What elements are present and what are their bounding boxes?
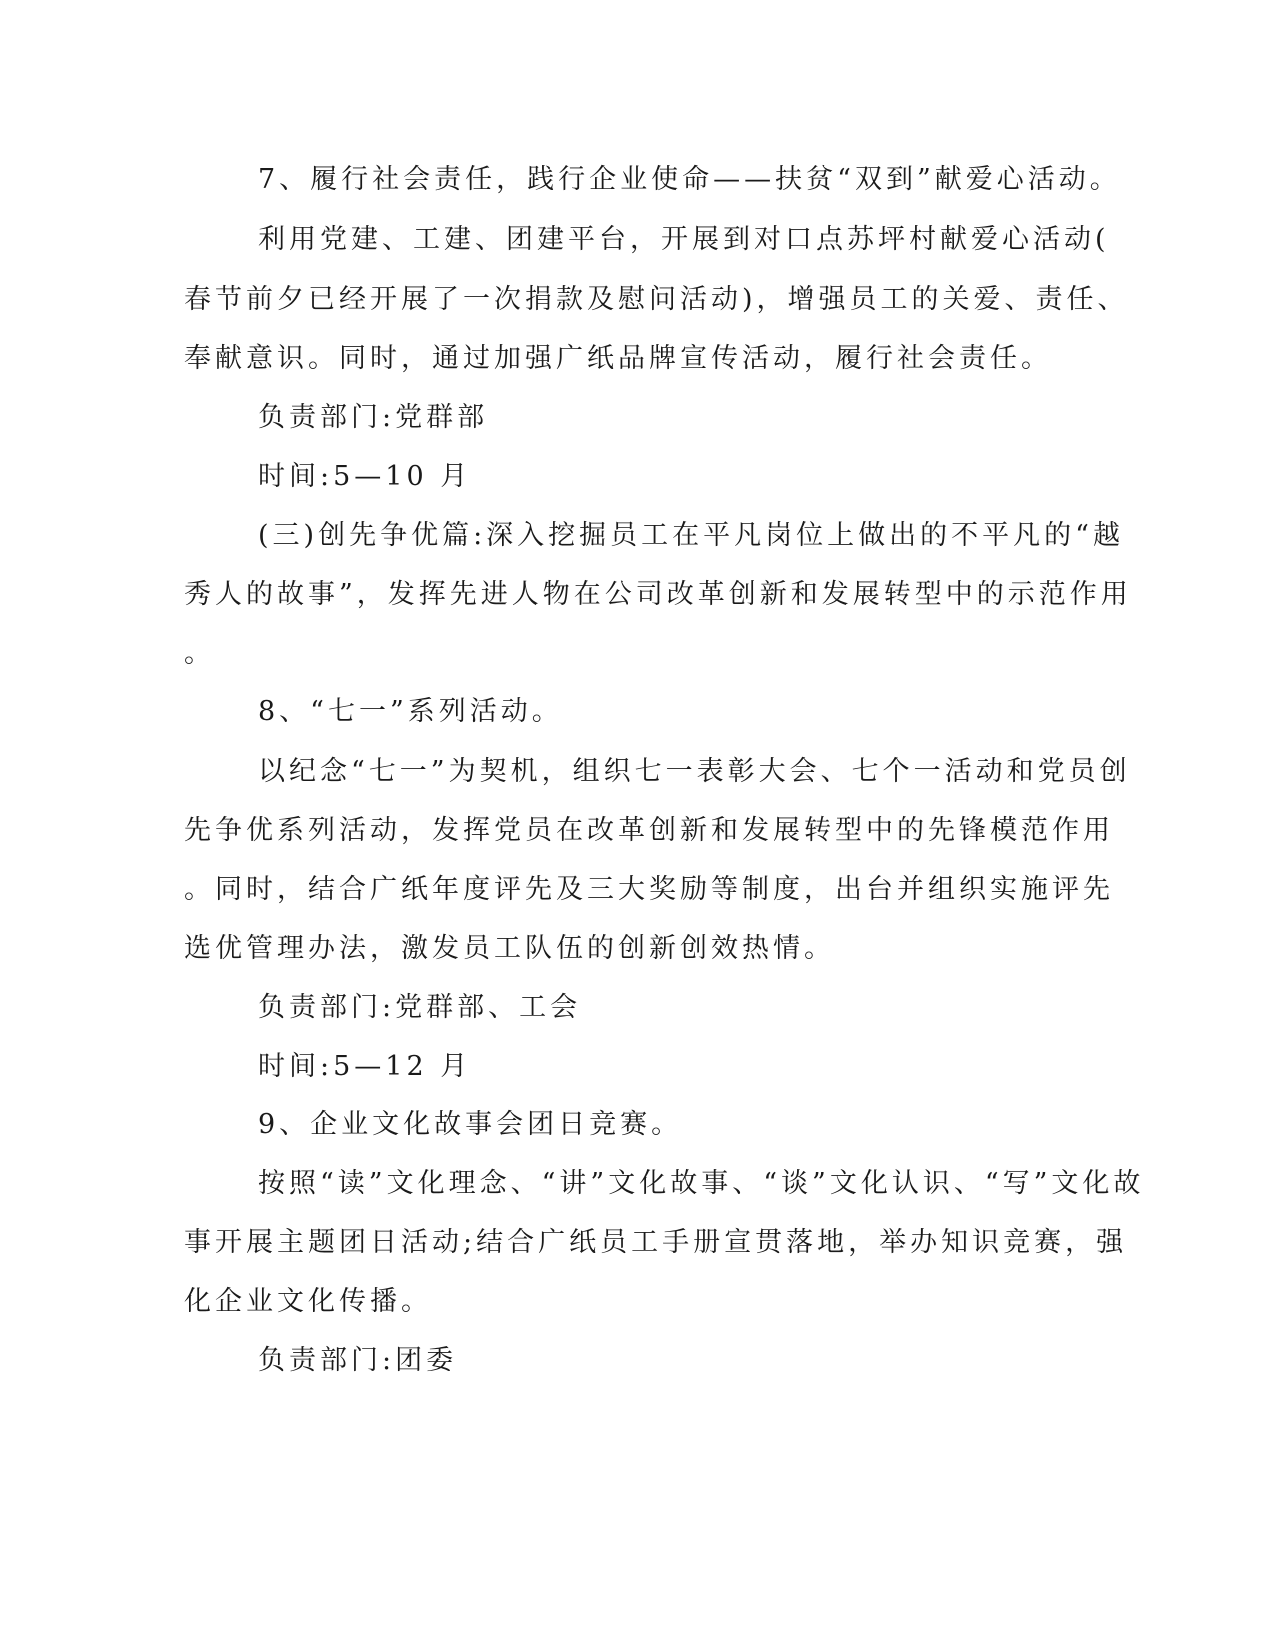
responsible-department: 负责部门:党群部、工会 bbox=[258, 992, 582, 1023]
paragraph-line: 按照“读”文化理念、“讲”文化故事、“谈”文化认识、“写”文化故 bbox=[258, 1168, 1145, 1199]
paragraph-line: 利用党建、工建、团建平台，开展到对口点苏坪村献爱心活动( bbox=[258, 224, 1110, 255]
paragraph-line: 春节前夕已经开展了一次捐款及慰问活动)，增强员工的关爱、责任、 bbox=[184, 284, 1129, 315]
paragraph-line: 秀人的故事”，发挥先进人物在公司改革创新和发展转型中的示范作用 bbox=[184, 579, 1132, 610]
responsible-department: 负责部门:团委 bbox=[258, 1345, 458, 1376]
paragraph-line: 化企业文化传播。 bbox=[184, 1286, 432, 1317]
time-range: 时间:5—10 月 bbox=[258, 461, 472, 492]
paragraph-line: 。同时，结合广纸年度评先及三大奖励等制度，出台并组织实施评先 bbox=[184, 874, 1114, 905]
item-9-heading: 9、企业文化故事会团日竞赛。 bbox=[258, 1109, 683, 1140]
paragraph-line: 以纪念“七一”为契机，组织七一表彰大会、七个一活动和党员创 bbox=[258, 756, 1131, 787]
item-7-heading: 7、履行社会责任，践行企业使命——扶贫“双到”献爱心活动。 bbox=[258, 164, 1121, 195]
paragraph-line: 先争优系列活动，发挥党员在改革创新和发展转型中的先锋模范作用 bbox=[184, 815, 1114, 846]
paragraph-line: 奉献意识。同时，通过加强广纸品牌宣传活动，履行社会责任。 bbox=[184, 343, 1052, 374]
responsible-department: 负责部门:党群部 bbox=[258, 402, 489, 433]
item-8-heading: 8、“七一”系列活动。 bbox=[258, 696, 563, 727]
paragraph-line: 。 bbox=[184, 638, 215, 669]
paragraph-line: 选优管理办法，激发员工队伍的创新创效热情。 bbox=[184, 933, 835, 964]
paragraph-line: 事开展主题团日活动;结合广纸员工手册宣贯落地，举办知识竞赛，强 bbox=[184, 1227, 1128, 1258]
section-3-heading: (三)创先争优篇:深入挖掘员工在平凡岗位上做出的不平凡的“越 bbox=[258, 520, 1124, 551]
time-range: 时间:5—12 月 bbox=[258, 1051, 472, 1082]
